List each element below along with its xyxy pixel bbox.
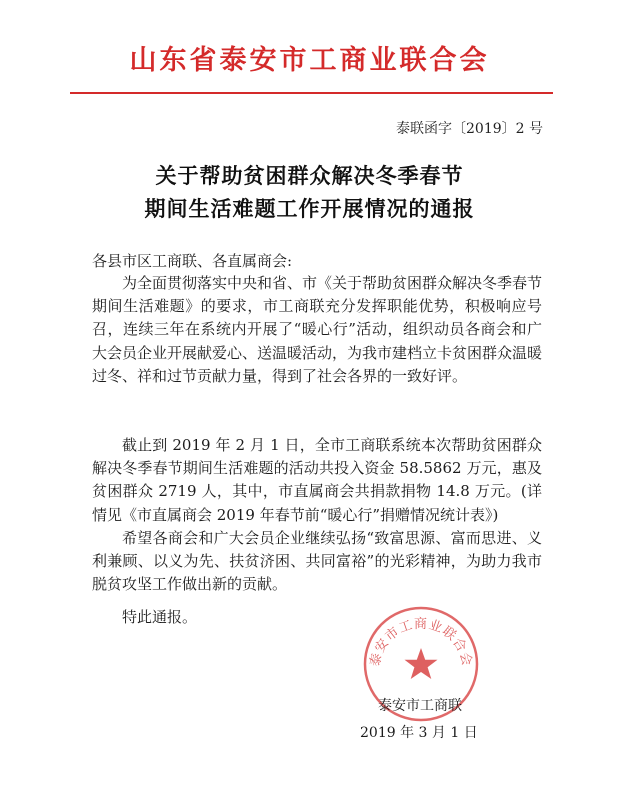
star-icon	[405, 648, 438, 679]
body-paragraph-2: 截止到 2019 年 2 月 1 日，全市工商联系统本次帮助贫困群众解决冬季春节期间生活难题的活动共投入资金 58.5862 万元，惠及贫困群众 2719 人，其中，市直属商会共捐款捐物 14.8 万元。(详情见《市直属商会 2019 年春节前“暖心行”捐赠情况统计表》)	[92, 436, 542, 524]
issue-date: 2019 年 3 月 1 日	[360, 725, 478, 741]
body-paragraph-1: 为全面贯彻落实中央和省、市《关于帮助贫困群众解决冬季春节期间生活难题》的要求，市工商联充分发挥职能优势，积极响应号召，连续三年在系统内开展了“暖心行”活动，组织动员各商会和广大会员企业开展献爱心、送温暖活动，为我市建档立卡贫困群众温暖过冬、祥和过节贡献力量，得到了社会各界的一致好评。	[92, 274, 543, 385]
body-paragraph-3: 希望各商会和广大会员企业继续弘扬“致富思源、富而思进、义利兼顾、以义为先、扶贫济困、共同富裕”的光彩精神，为助力我市脱贫攻坚工作做出新的贡献。	[92, 529, 542, 594]
signer: 泰安市工商联	[378, 698, 462, 714]
title-line-2: 期间生活难题工作开展情况的通报	[144, 196, 475, 221]
org-header: 山东省泰安市工商业联合会	[129, 45, 490, 76]
seal-text: 泰安市工商业联合会	[367, 617, 475, 669]
red-divider	[70, 92, 553, 94]
title-line-1: 关于帮助贫困群众解决冬季春节	[155, 163, 464, 188]
salutation: 各县市区工商联、各直属商会:	[92, 252, 293, 270]
document-number: 泰联函字〔2019〕2 号	[396, 121, 543, 137]
body-paragraph-4: 特此通报。	[122, 608, 198, 626]
